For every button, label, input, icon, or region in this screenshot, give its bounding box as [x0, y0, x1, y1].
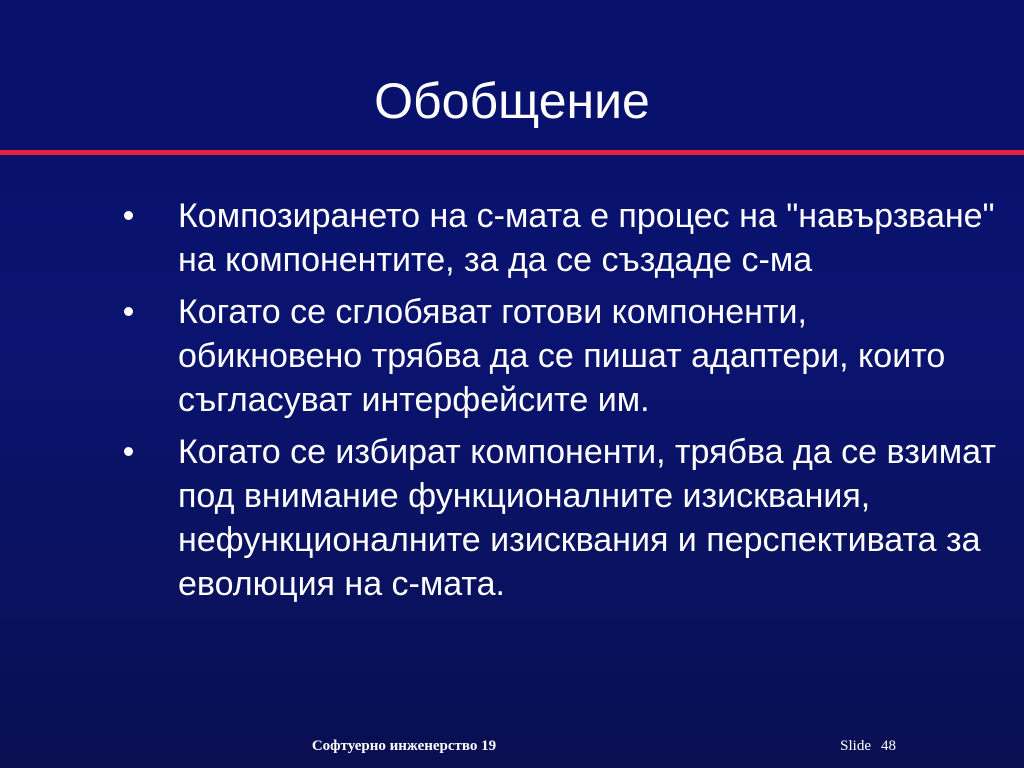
bullet-list [118, 194, 998, 614]
bullet-item [118, 194, 998, 282]
bullet-item [118, 290, 998, 422]
bullet-text: Когато се избират компоненти, трябва да се взимат под внимание функционалните изисквания, нефункционалните изисквания и перспективата за еволюция на с-мата. [178, 433, 996, 603]
bullet-text: Когато се сглобяват готови компоненти, обикновено трябва да се пишат адаптери, които съгласуват интерфейсите им. [178, 293, 946, 419]
slide-number: 48 [881, 738, 896, 754]
bullet-icon [124, 447, 133, 456]
footer-slide-number [840, 738, 896, 755]
bullet-icon [124, 211, 133, 220]
slide-label: Slide [840, 738, 871, 754]
bullet-icon [124, 307, 133, 316]
title-divider [0, 150, 1024, 155]
slide-title: Обобщение [374, 73, 650, 129]
bullet-item [118, 430, 998, 606]
bullet-text: Композирането на с-мата е процес на "навързване" на компонентите, за да се създаде с-ма [178, 197, 995, 279]
footer-course-name: Софтуерно инженерство 19 [311, 738, 497, 754]
